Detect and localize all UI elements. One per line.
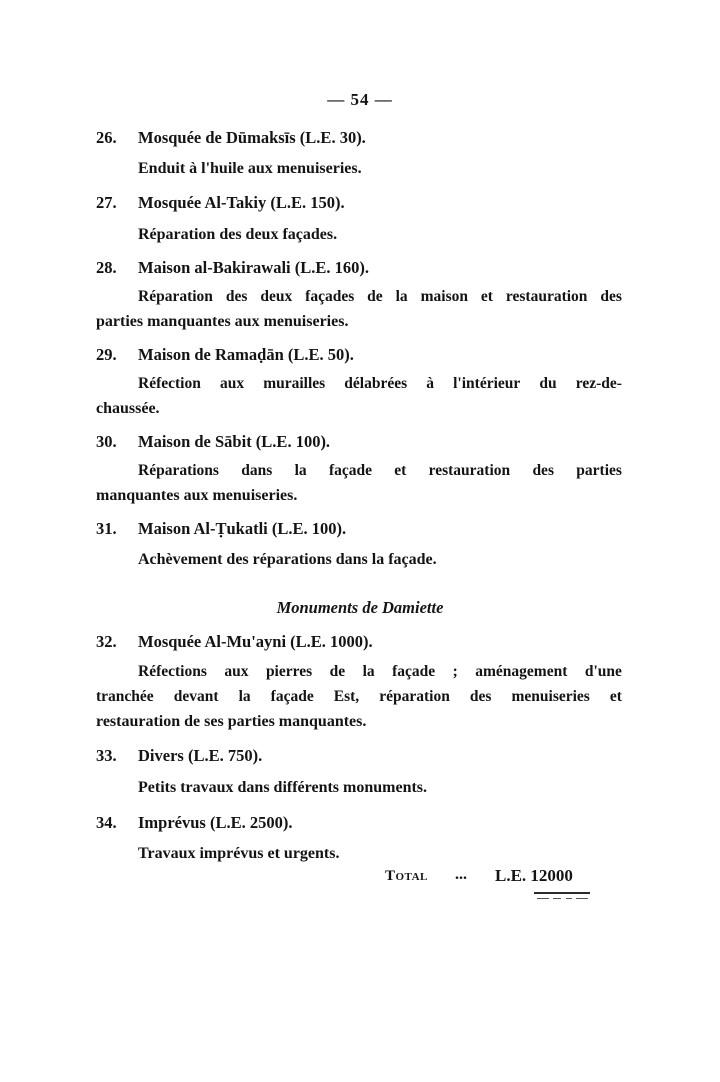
entry-title: Mosquée Al-Mu'ayni (L.E. 1000).: [138, 632, 373, 651]
entry-title: Maison de Ramaḍān (L.E. 50).: [138, 345, 354, 364]
entry-description: Réparation des deux façades.: [138, 226, 338, 243]
entry-number: 33.: [96, 746, 117, 765]
entry-number: 26.: [96, 128, 117, 147]
entry-title: Mosquée Al-Takiy (L.E. 150).: [138, 193, 345, 212]
total-double-underline: [537, 898, 549, 899]
entry-title: Maison al-Bakirawali (L.E. 160).: [138, 258, 370, 277]
entry-title: Maison Al-Ṭukatli (L.E. 100).: [138, 519, 347, 538]
entry-description: Travaux imprévus et urgents.: [138, 845, 340, 862]
entry-number: 28.: [96, 258, 117, 277]
entry-title: Mosquée de Dūmaksīs (L.E. 30).: [138, 128, 366, 147]
entry-description: manquantes aux menuiseries.: [96, 487, 298, 504]
total-double-underline: [553, 898, 561, 899]
entry-number: 34.: [96, 813, 117, 832]
total-value: L.E. 12000: [495, 866, 573, 885]
entry-description: Achèvement des réparations dans la façade.: [138, 551, 437, 568]
entry-title: Maison de Sābit (L.E. 100).: [138, 432, 331, 451]
entry-description: parties manquantes aux menuiseries.: [96, 313, 349, 330]
total-double-underline: [566, 898, 572, 899]
entry-number: 30.: [96, 432, 117, 451]
entry-number: 32.: [96, 632, 117, 651]
entry-description: Réparations dans la façade et restauration des parties: [138, 462, 622, 479]
entry-title: Divers (L.E. 750).: [138, 746, 263, 765]
total-leader-dots: ...: [455, 866, 467, 883]
entry-description: chaussée.: [96, 400, 160, 417]
entry-description: Enduit à l'huile aux menuiseries.: [138, 160, 362, 177]
page-number: — 54 —: [327, 90, 393, 109]
entry-description: tranchée devant la façade Est, réparation des menuiseries et: [96, 688, 622, 705]
entry-number: 31.: [96, 519, 117, 538]
total-double-underline: [576, 898, 588, 899]
entry-title: Imprévus (L.E. 2500).: [138, 813, 293, 832]
entry-description: Réfection aux murailles délabrées à l'intérieur du rez-de-: [138, 375, 622, 392]
entry-number: 29.: [96, 345, 117, 364]
section-heading: Monuments de Damiette: [276, 598, 444, 617]
entry-description: restauration de ses parties manquantes.: [96, 713, 367, 730]
entry-number: 27.: [96, 193, 117, 212]
total-label: Total: [385, 868, 428, 884]
entry-description: Petits travaux dans différents monuments.: [138, 779, 428, 796]
entry-description: Réparation des deux façades de la maison et restauration des: [138, 288, 622, 305]
entry-description: Réfections aux pierres de la façade ; aménagement d'une: [138, 663, 622, 680]
total-underline: [534, 892, 590, 894]
